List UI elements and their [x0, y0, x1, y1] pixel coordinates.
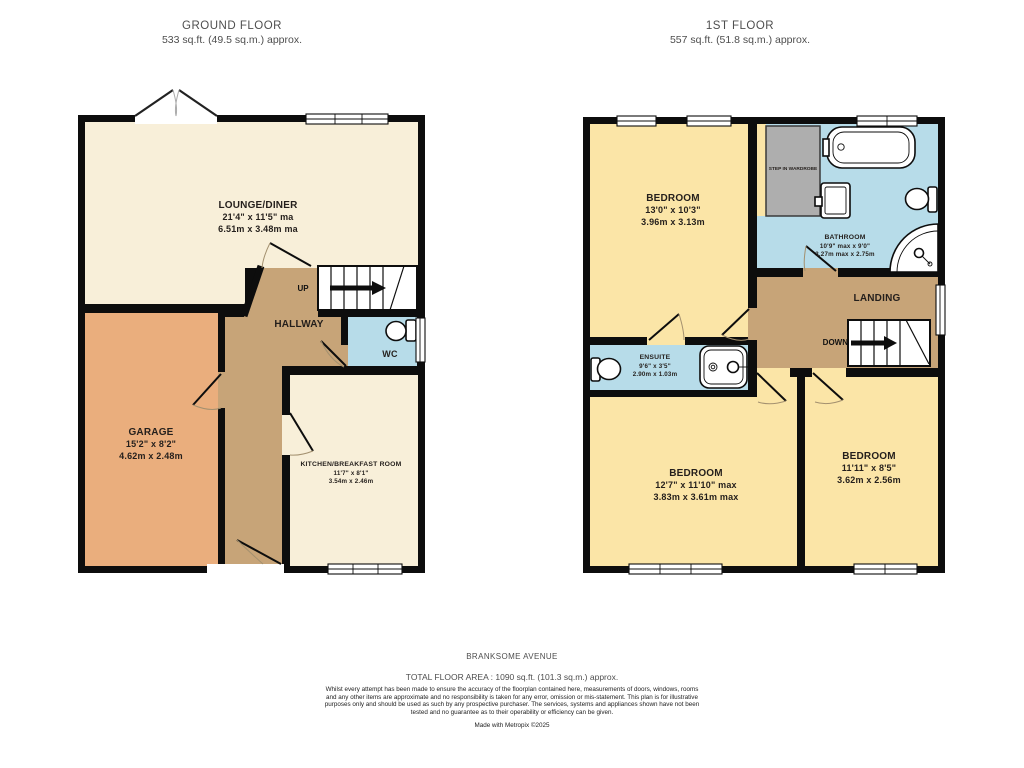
- back-door-opening: [207, 564, 284, 575]
- ground-floor-area: 533 sq.ft. (49.5 sq.m.) approx.: [161, 33, 303, 46]
- disclaimer-text: Whilst every attempt has been made to ensure the accuracy of the floorplan contained here, measurements of doors, windows, rooms and any other items are approximate and no responsibility is taken for any error, omission or mis-statement. This plan is for illustrative purposes only and should be used as such by any prospective purchaser. The services, systems and appliances shown have not been tested and no guarantee as to their operability or efficiency can be given.: [324, 686, 700, 716]
- address-label: BRANKSOME AVENUE: [466, 652, 558, 661]
- first-floor-header: [590, 20, 890, 46]
- bedroom3-label: BEDROOM 11'11" x 8'5" 3.62m x 2.56m: [837, 451, 901, 485]
- down-label: DOWN: [822, 338, 848, 347]
- garage-label: GARAGE 15'2" x 8'2" 4.62m x 2.48m: [119, 427, 183, 461]
- stairs-down: [848, 320, 930, 366]
- window: [854, 564, 917, 574]
- total-area-label: TOTAL FLOOR AREA : 1090 sq.ft. (101.3 sq.m.) approx.: [405, 672, 619, 682]
- sink-icon: [815, 183, 850, 218]
- shower-icon: [700, 346, 748, 388]
- bath-icon: [823, 127, 915, 168]
- window: [936, 285, 945, 335]
- bathroom-label: BATHROOM 10'9" max x 9'0" 3.27m max x 2.75m: [815, 234, 875, 258]
- lounge-label: LOUNGE/DINER 21'4" x 11'5" ma 6.51m x 3.48m ma: [218, 200, 298, 234]
- landing-label: LANDING: [853, 293, 901, 304]
- bedroom2-label: BEDROOM 12'7" x 11'10" max 3.83m x 3.61m max: [653, 468, 739, 502]
- window: [687, 116, 731, 126]
- ground-floor-title: GROUND FLOOR: [182, 20, 282, 32]
- first-floor-area: 557 sq.ft. (51.8 sq.m.) approx.: [669, 33, 811, 46]
- toilet-icon: [906, 187, 938, 212]
- up-label: UP: [297, 284, 309, 293]
- window: [328, 564, 402, 574]
- first-floor-title: 1ST FLOOR: [705, 20, 775, 32]
- credit-label: Made with Metropix ©2025: [474, 722, 550, 729]
- toilet-icon: [386, 320, 416, 341]
- window: [617, 116, 656, 126]
- ground-floor-header: [82, 20, 382, 46]
- ground-floor-plan: [78, 90, 425, 575]
- wc-label: WC: [382, 349, 398, 359]
- kitchen-label: KITCHEN/BREAKFAST ROOM 11'7" x 8'1" 3.54m x 2.46m: [300, 461, 402, 485]
- wardrobe-label: STEP IN WARDROBE: [768, 167, 818, 172]
- front-door: [135, 90, 217, 116]
- first-floor-plan: [583, 116, 945, 574]
- stairs-up: [318, 266, 417, 310]
- window: [629, 564, 722, 574]
- window: [857, 116, 917, 126]
- lounge-room: [85, 122, 418, 268]
- window: [306, 114, 388, 124]
- ensuite-label: ENSUITE 9'6" x 3'5" 2.90m x 1.03m: [632, 354, 678, 378]
- bedroom1-room: [590, 124, 748, 345]
- hallway-label: HALLWAY: [274, 319, 324, 330]
- bedroom1-label: BEDROOM 13'0" x 10'3" 3.96m x 3.13m: [641, 193, 705, 227]
